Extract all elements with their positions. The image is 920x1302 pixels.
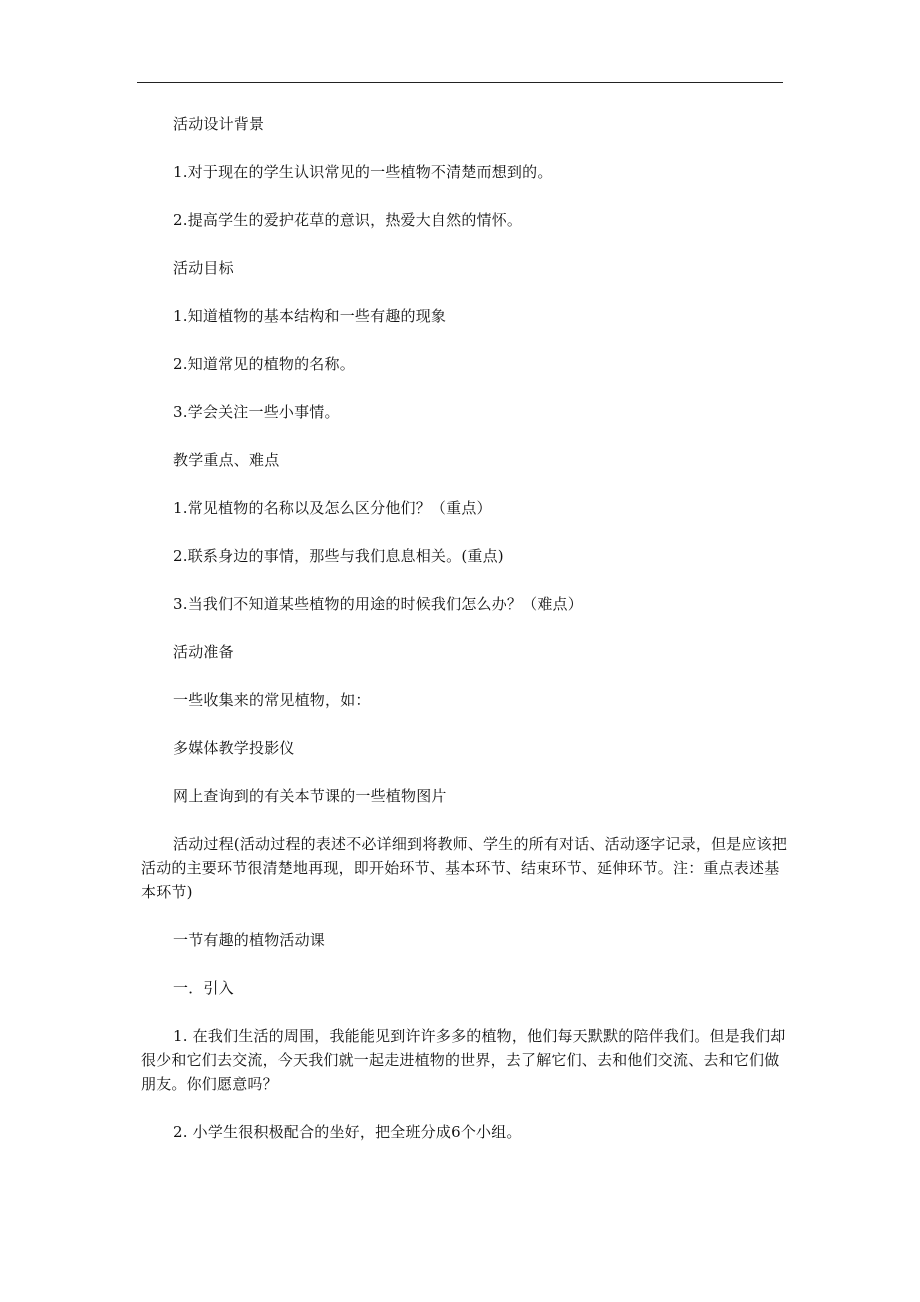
paragraph: 2.联系身边的事情，那些与我们息息相关。(重点) <box>173 547 504 565</box>
document-body <box>141 112 791 1144</box>
paragraph: 2.知道常见的植物的名称。 <box>173 355 355 373</box>
section-heading-goals: 活动目标 <box>173 259 234 277</box>
subsection-heading-intro: 一．引入 <box>173 979 234 997</box>
paragraph: 多媒体教学投影仪 <box>173 739 295 757</box>
section-heading-key-points: 教学重点、难点 <box>173 451 280 469</box>
section-heading-preparation: 活动准备 <box>173 643 234 661</box>
paragraph: 2.提高学生的爱护花草的意识，热爱大自然的情怀。 <box>173 211 523 229</box>
section-heading-background: 活动设计背景 <box>173 115 265 133</box>
paragraph: 1.常见植物的名称以及怎么区分他们？（重点） <box>173 499 492 517</box>
paragraph: 网上查询到的有关本节课的一些植物图片 <box>173 787 447 805</box>
paragraph: 一些收集来的常见植物，如： <box>173 691 371 709</box>
paragraph: 1. 在我们生活的周围，我能能见到许许多多的植物，他们每天默默的陪伴我们。但是我们却很少和它们去交流，今天我们就一起走进植物的世界，去了解它们、去和他们交流、去和它们做朋友。你们愿意吗？ <box>141 1027 786 1093</box>
section-heading-process: 活动过程(活动过程的表述不必详细到将教师、学生的所有对话、活动逐字记录，但是应该把活动的主要环节很清楚地再现，即开始环节、基本环节、结束环节、延伸环节。注：重点表述基本环节) <box>141 835 788 901</box>
paragraph: 3.学会关注一些小事情。 <box>173 403 340 421</box>
paragraph: 1.知道植物的基本结构和一些有趣的现象 <box>173 307 447 325</box>
lesson-title: 一节有趣的植物活动课 <box>173 931 326 949</box>
header-rule <box>137 82 783 83</box>
paragraph: 2. 小学生很积极配合的坐好，把全班分成6个小组。 <box>173 1123 522 1141</box>
paragraph: 1.对于现在的学生认识常见的一些植物不清楚而想到的。 <box>173 163 553 181</box>
paragraph: 3.当我们不知道某些植物的用途的时候我们怎么办？（难点） <box>173 595 583 613</box>
